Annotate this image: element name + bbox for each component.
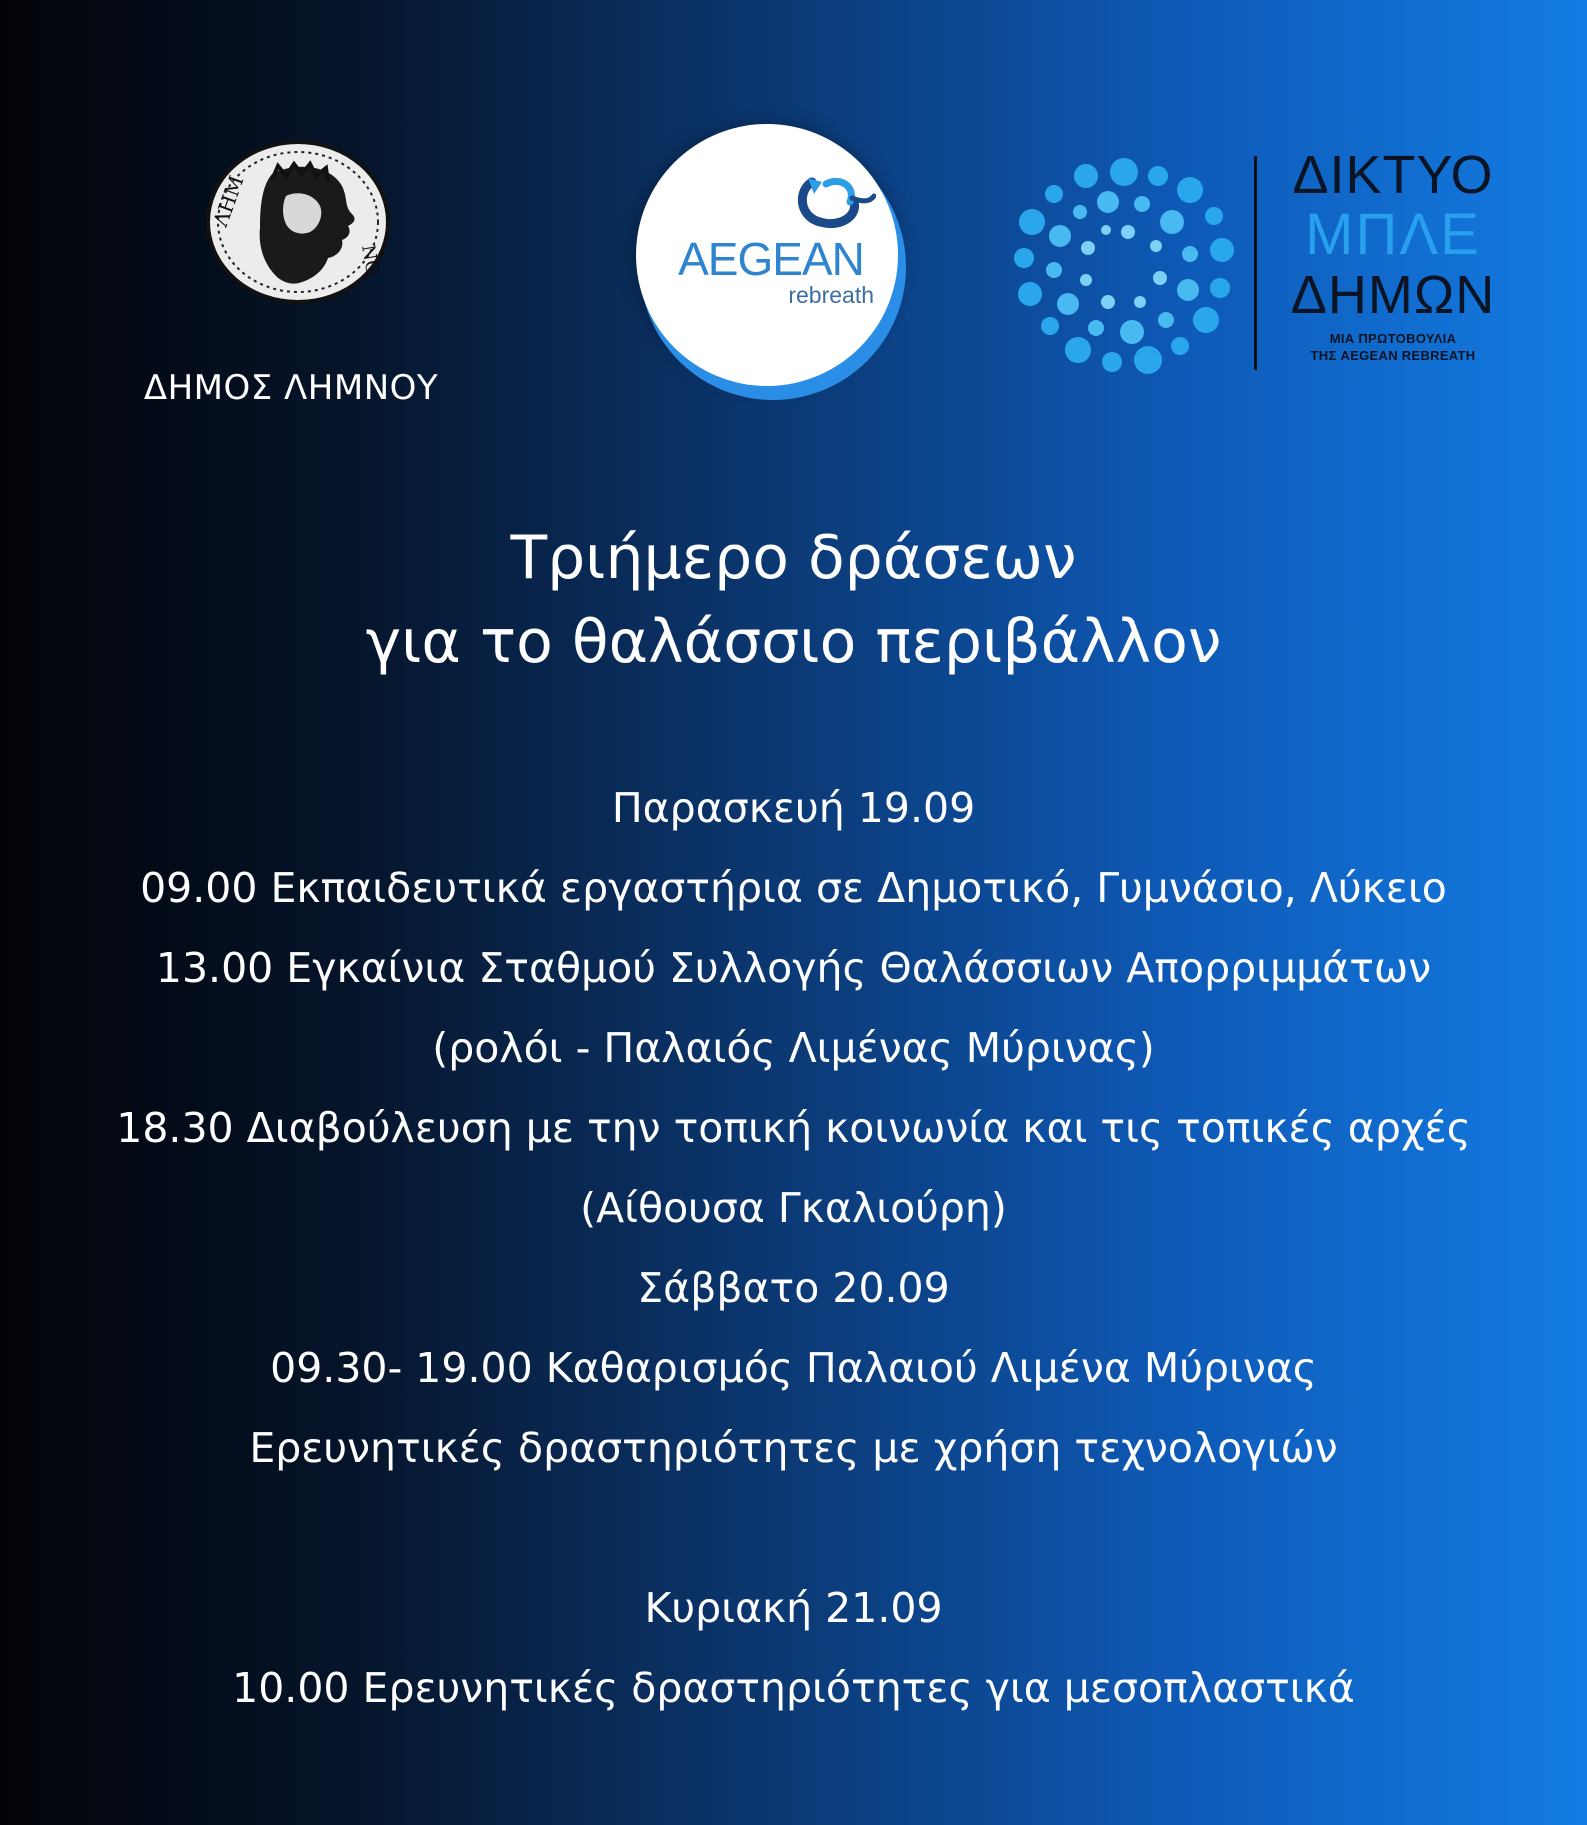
schedule-item: 10.00 Ερευνητικές δραστηριότητες για μεσοπλαστικά (232, 1664, 1355, 1712)
schedule-item-location: (Αίθουσα Γκαλιούρη) (580, 1184, 1007, 1232)
day-heading-saturday: Σάββατο 20.09 (637, 1264, 950, 1312)
svg-text:ΛΗΜ: ΛΗΜ (208, 172, 249, 230)
schedule-item: 09.30- 19.00 Καθαρισμός Παλαιού Λιμένα Μύρινας (270, 1344, 1317, 1392)
schedule-item: 13.00 Εγκαίνια Σταθμού Συλλογής Θαλάσσιων Απορριμμάτων (155, 944, 1432, 992)
schedule-item: Ερευνητικές δραστηριότητες με χρήση τεχνολογιών (249, 1424, 1338, 1472)
logo-divider (1254, 156, 1257, 370)
rebreath-wordmark: rebreath (788, 282, 874, 308)
municipality-caption: ΔΗΜΟΣ ΛΗΜΝΟΥ (143, 368, 439, 408)
schedule-spacer (0, 1488, 1587, 1568)
network-tagline-1: ΜΙΑ ΠΡΩΤΟΒΟΥΛΙΑ (1329, 331, 1457, 346)
title-line-1: Τριήμερο δράσεων (510, 523, 1077, 593)
day-heading-friday: Παρασκευή 19.09 (611, 784, 976, 832)
event-schedule (0, 768, 1587, 1728)
network-line-1: ΔΙΚΤΥΟ (1292, 145, 1494, 205)
network-line-3: ΔΗΜΩΝ (1290, 265, 1496, 325)
ancient-coin-icon (202, 136, 394, 308)
schedule-item-location: (ρολόι - Παλαιός Λιμένας Μύρινας) (432, 1024, 1155, 1072)
poster-title (0, 516, 1587, 684)
blue-dots-ring-icon (1008, 150, 1240, 382)
title-line-2: για το θαλάσσιο περιβάλλον (365, 607, 1222, 677)
network-tagline-2: ΤΗΣ AEGEAN REBREATH (1310, 348, 1476, 363)
day-heading-sunday: Κυριακή 21.09 (644, 1584, 943, 1632)
network-line-2: ΜΠΛΕ (1305, 202, 1481, 267)
wave-swirl-icon (792, 172, 876, 236)
blue-municipalities-network-logo (1282, 146, 1504, 364)
svg-text:ΝΟ: ΝΟ (357, 243, 384, 277)
aegean-wordmark: AEGEAN (678, 233, 864, 285)
schedule-item: 18.30 Διαβούλευση με την τοπική κοινωνία και τις τοπικές αρχές (116, 1104, 1471, 1152)
aegean-rebreath-logo (636, 124, 912, 400)
schedule-item: 09.00 Εκπαιδευτικά εργαστήρια σε Δημοτικό, Γυμνάσιο, Λύκειο (140, 864, 1447, 912)
